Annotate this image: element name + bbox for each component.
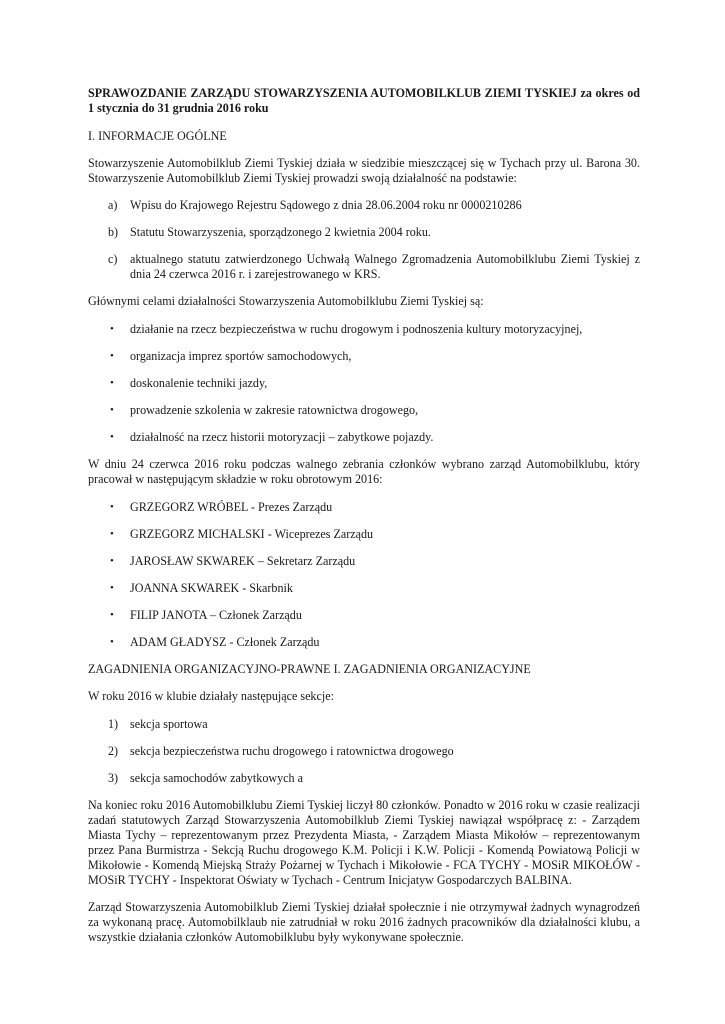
bullet-icon: • (110, 431, 114, 443)
list-item-text: sekcja sportowa (130, 717, 208, 731)
list-marker: 2) (108, 744, 119, 758)
bullet-icon: • (110, 350, 114, 362)
board-intro: W dniu 24 czerwca 2016 roku podczas walnego zebrania członków wybrano zarząd Automobilklubu, który pracował w następującym składzie w roku obrotowym 2016: (88, 457, 640, 486)
final-paragraph: Zarząd Stowarzyszenia Automobilklub Ziemi Tyskiej działał społecznie i nie otrzymywał żadnych wynagrodzeń za wykonaną pracę. Automobilklaub nie zatrudniał w roku 2016 żadnych pracowników dla działalności klubu, a wszystkie działania członków Automobilklubu były wykonywane społecznie. (88, 900, 640, 944)
list-item (88, 717, 640, 732)
list-item-text: JAROSŁAW SKWAREK – Sekretarz Zarządu (130, 554, 356, 568)
intro-paragraph: Stowarzyszenie Automobilklub Ziemi Tyskiej działa w siedzibie mieszczącej się w Tychach przy ul. Barona 30. Stowarzyszenie Automobilklub Ziemi Tyskiej prowadzi swoją działalność na podstawie: (88, 156, 640, 185)
sections-intro: W roku 2016 w klubie działały następujące sekcje: (88, 689, 334, 703)
list-item (88, 349, 640, 364)
bullet-icon: • (110, 636, 114, 648)
bullet-icon: • (110, 555, 114, 567)
list-item-text: aktualnego statutu zatwierdzonego Uchwałą Walnego Zgromadzenia Automobilklubu Ziemi Tyskiej z dnia 24 czerwca 2016 r. i zarejestrowanego w KRS. (130, 252, 640, 281)
list-marker: 3) (108, 771, 119, 785)
bullet-icon: • (110, 582, 114, 594)
list-item (88, 198, 640, 213)
document-body (88, 86, 640, 957)
list-item-text: GRZEGORZ WRÓBEL - Prezes Zarządu (130, 500, 333, 514)
list-item-text: doskonalenie techniki jazdy, (130, 376, 268, 390)
list-marker: 1) (108, 717, 119, 731)
list-item-text: działalność na rzecz historii motoryzacji – zabytkowe pojazdy. (130, 430, 434, 444)
list-item (88, 527, 640, 542)
bullet-icon: • (110, 528, 114, 540)
list-item-text: ADAM GŁADYSZ - Członek Zarządu (130, 635, 320, 649)
bullet-icon: • (110, 501, 114, 513)
list-marker: c) (108, 252, 118, 266)
list-item (88, 608, 640, 623)
list-item (88, 771, 640, 786)
club-sections-list (88, 717, 640, 786)
list-item-text: prowadzenie szkolenia w zakresie ratownictwa drogowego, (130, 403, 419, 417)
list-item (88, 581, 640, 596)
bullet-icon: • (110, 323, 114, 335)
list-item (88, 252, 640, 282)
section-heading-organizational: ZAGADNIENIA ORGANIZACYJNO-PRAWNE I. ZAGADNIENIA ORGANIZACYJNE (88, 662, 531, 676)
bullet-icon: • (110, 609, 114, 621)
list-item-text: Statutu Stowarzyszenia, sporządzonego 2 kwietnia 2004 roku. (130, 225, 431, 239)
list-item-text: działanie na rzecz bezpieczeństwa w ruchu drogowym i podnoszenia kultury motoryzacyjnej, (130, 322, 583, 336)
list-marker: a) (108, 198, 118, 212)
board-list (88, 500, 640, 650)
list-item-text: sekcja samochodów zabytkowych a (130, 771, 303, 785)
list-item (88, 225, 640, 240)
list-item-text: Wpisu do Krajowego Rejestru Sądowego z dnia 28.06.2004 roku nr 0000210286 (130, 198, 522, 212)
list-item (88, 430, 640, 445)
basis-list (88, 198, 640, 282)
list-item-text: JOANNA SKWAREK - Skarbnik (130, 581, 293, 595)
section-heading-general: I. INFORMACJE OGÓLNE (88, 129, 227, 143)
list-marker: b) (108, 225, 119, 239)
list-item-text: organizacja imprez sportów samochodowych, (130, 349, 352, 363)
list-item (88, 500, 640, 515)
goals-intro: Głównymi celami działalności Stowarzyszenia Automobilklubu Ziemi Tyskiej są: (88, 294, 484, 308)
list-item-text: FILIP JANOTA – Członek Zarządu (130, 608, 302, 622)
list-item (88, 403, 640, 418)
bullet-icon: • (110, 377, 114, 389)
bullet-icon: • (110, 404, 114, 416)
report-title: SPRAWOZDANIE ZARZĄDU STOWARZYSZENIA AUTOMOBILKLUB ZIEMI TYSKIEJ za okres od 1 stycznia do 31 grudnia 2016 roku (88, 86, 640, 115)
list-item-text: GRZEGORZ MICHALSKI - Wiceprezes Zarządu (130, 527, 374, 541)
list-item-text: sekcja bezpieczeństwa ruchu drogowego i ratownictwa drogowego (130, 744, 454, 758)
goals-list (88, 322, 640, 445)
list-item (88, 322, 640, 337)
list-item (88, 635, 640, 650)
members-paragraph: Na koniec roku 2016 Automobilklubu Ziemi Tyskiej liczył 80 członków. Ponadto w 2016 roku w czasie realizacji zadań statutowych Zarząd Stowarzyszenia Automobilklub Ziemi Tyskiej nawiązał współpracę z: - Zarządem Miasta Tychy – reprezentowanym przez Prezydenta Miasta, - Zarządem Miasta Mikołów – reprezentowanym przez Pana Burmistrza - Sekcją Ruchu drogowego K.M. Policji i K.W. Policji - Komendą Powiatową Policji w Mikołowie - Komendą Miejską Straży Pożarnej w Tychach i Mikołowie - FCA TYCHY - MOSiR MIKOŁÓW - MOSiR TYCHY - Inspektorat Oświaty w Tychach - Centrum Inicjatyw Gospodarczych BALBINA. (88, 798, 640, 887)
list-item (88, 554, 640, 569)
list-item (88, 376, 640, 391)
list-item (88, 744, 640, 759)
